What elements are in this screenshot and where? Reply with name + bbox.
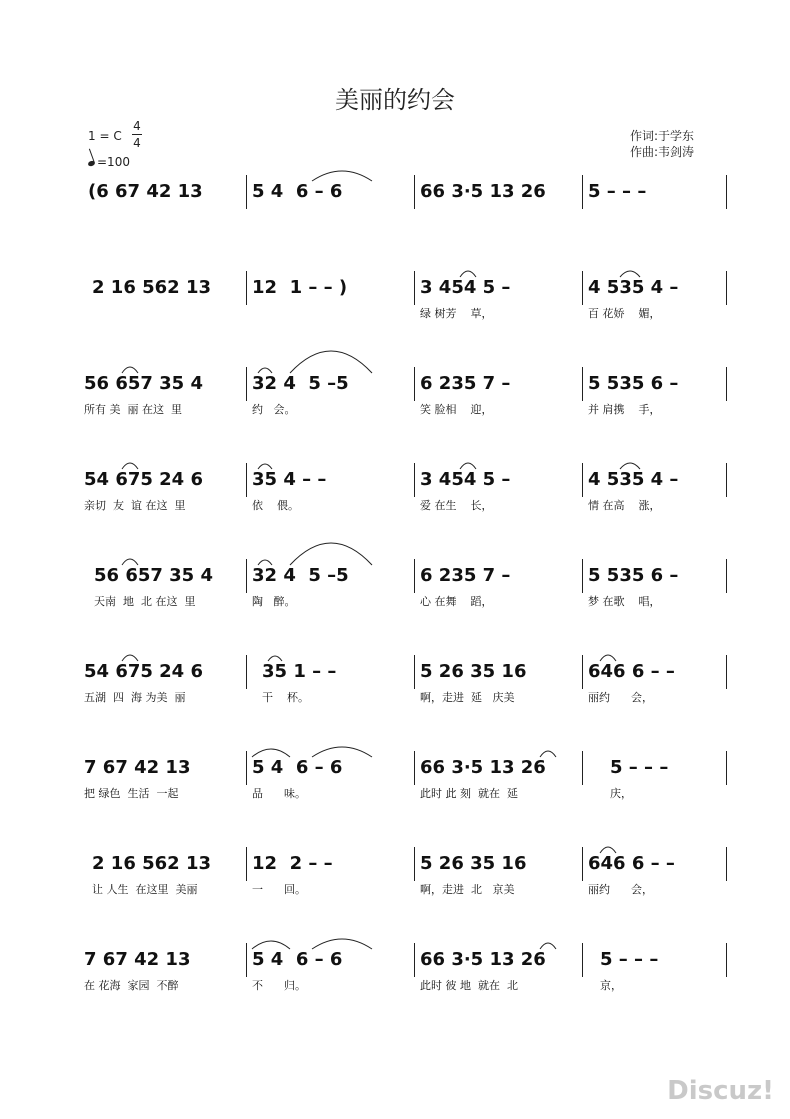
barline — [246, 847, 247, 881]
barline — [582, 655, 583, 689]
barline — [726, 943, 727, 977]
time-signature — [132, 119, 142, 150]
measure-lyrics: 庆， — [610, 787, 632, 800]
measure-notes: 2 16 562 13 — [92, 853, 211, 874]
measure-lyrics: 依 偎。 — [252, 499, 299, 512]
barline — [582, 367, 583, 401]
slur-arc — [252, 749, 290, 757]
barline — [726, 463, 727, 497]
barline — [582, 463, 583, 497]
measure-notes: 32 4 5 –5 — [252, 373, 349, 394]
measure-notes: 54 675 24 6 — [84, 661, 203, 682]
measure-notes: 35 4 – – — [252, 469, 327, 490]
measure-notes: 66 3·5 13 26 — [420, 181, 546, 202]
barline — [246, 463, 247, 497]
barline — [582, 847, 583, 881]
measure-lyrics: 干 杯。 — [262, 691, 309, 704]
measure-notes: 66 3·5 13 26 — [420, 757, 546, 778]
quarter-note-icon — [87, 160, 95, 167]
key-signature: 1 = C — [88, 129, 122, 143]
measure-notes: 3 454 5 – — [420, 469, 511, 490]
measure-lyrics: 绿 树芳 草， — [420, 307, 493, 320]
watermark-logo: Discuz! — [667, 1076, 774, 1106]
measure-notes: 32 4 5 –5 — [252, 565, 349, 586]
measure-notes: 646 6 – – — [588, 661, 675, 682]
measure-lyrics: 不 归。 — [252, 979, 306, 992]
measure-lyrics: 约 会。 — [252, 403, 296, 416]
measure-lyrics: 品 味。 — [252, 787, 306, 800]
barline — [726, 847, 727, 881]
measure-notes: 5 4 6 – 6 — [252, 949, 343, 970]
measure-notes: 7 67 42 13 — [84, 949, 191, 970]
measure-notes: 5 4 6 – 6 — [252, 181, 343, 202]
barline — [414, 559, 415, 593]
measure-notes: 6 235 7 – — [420, 373, 511, 394]
slur-arc — [290, 351, 372, 373]
measure-lyrics: 梦 在歌 唱， — [588, 595, 661, 608]
barline — [414, 463, 415, 497]
slur-arc — [252, 941, 290, 949]
measure-lyrics: 啊，走进 北 京美 — [420, 883, 515, 896]
measure-notes: 5 – – – — [610, 757, 669, 778]
barline — [726, 559, 727, 593]
measure-notes: 5 4 6 – 6 — [252, 757, 343, 778]
measure-notes: 6 235 7 – — [420, 565, 511, 586]
measure-notes: 5 535 6 – — [588, 565, 679, 586]
composer-credit: 作曲:韦剑涛 — [630, 145, 695, 159]
measure-lyrics: 此时 此 刻 就在 延 — [420, 787, 518, 800]
barline — [582, 751, 583, 785]
measure-lyrics: 笑 脸相 迎， — [420, 403, 493, 416]
barline — [246, 271, 247, 305]
measure-lyrics: 丽约 会， — [588, 691, 653, 704]
measure-lyrics: 爱 在生 长， — [420, 499, 493, 512]
measure-notes: (6 67 42 13 — [88, 181, 203, 202]
barline — [414, 655, 415, 689]
measure-notes: 3 454 5 – — [420, 277, 511, 298]
slur-arc — [290, 543, 372, 565]
measure-notes: 646 6 – – — [588, 853, 675, 874]
measure-lyrics: 丽约 会， — [588, 883, 653, 896]
measure-notes: 12 1 – – ) — [252, 277, 348, 298]
barline — [414, 271, 415, 305]
tempo-value: =100 — [97, 155, 130, 169]
measure-notes: 5 535 6 – — [588, 373, 679, 394]
barline — [582, 175, 583, 209]
barline — [246, 751, 247, 785]
measure-lyrics: 五湖 四 海 为美 丽 — [84, 691, 186, 704]
measure-lyrics: 啊，走进 延 庆美 — [420, 691, 515, 704]
barline — [414, 751, 415, 785]
measure-notes: 66 3·5 13 26 — [420, 949, 546, 970]
barline — [414, 847, 415, 881]
measure-notes: 4 535 4 – — [588, 469, 679, 490]
barline — [726, 655, 727, 689]
measure-notes: 54 675 24 6 — [84, 469, 203, 490]
lyricist-credit: 作词:于学东 — [630, 129, 695, 143]
slur-arc — [312, 171, 372, 181]
barline — [726, 751, 727, 785]
barline — [414, 175, 415, 209]
measure-lyrics: 一 回。 — [252, 883, 306, 896]
barline — [246, 559, 247, 593]
measure-lyrics: 把 绿色 生活 一起 — [84, 787, 179, 800]
measure-lyrics: 所有 美 丽 在这 里 — [84, 403, 182, 416]
measure-lyrics: 陶 醉。 — [252, 595, 296, 608]
measure-lyrics: 此时 彼 地 就在 北 — [420, 979, 518, 992]
barline — [246, 655, 247, 689]
measure-lyrics: 百 花娇 媚， — [588, 307, 661, 320]
measure-lyrics: 在 花海 家园 不醉 — [84, 979, 179, 992]
barline — [726, 175, 727, 209]
tempo-marking — [88, 155, 130, 169]
barline — [246, 367, 247, 401]
barline — [726, 367, 727, 401]
measure-notes: 5 – – – — [588, 181, 647, 202]
measure-notes: 5 26 35 16 — [420, 661, 527, 682]
measure-lyrics: 情 在高 涨， — [588, 499, 661, 512]
measure-notes: 56 657 35 4 — [84, 373, 203, 394]
fraction-line — [132, 134, 142, 135]
measure-notes: 35 1 – – — [262, 661, 337, 682]
measure-lyrics: 京， — [600, 979, 622, 992]
measure-notes: 5 26 35 16 — [420, 853, 527, 874]
measure-lyrics: 并 肩携 手， — [588, 403, 661, 416]
time-signature-top: 4 — [133, 119, 141, 133]
barline — [246, 943, 247, 977]
measure-lyrics: 心 在舞 蹈， — [420, 595, 493, 608]
barline — [582, 943, 583, 977]
slur-arc — [312, 747, 372, 757]
time-signature-bottom: 4 — [133, 136, 141, 150]
measure-notes: 2 16 562 13 — [92, 277, 211, 298]
measure-notes: 56 657 35 4 — [94, 565, 213, 586]
credits — [630, 128, 694, 160]
measure-notes: 4 535 4 – — [588, 277, 679, 298]
barline — [726, 271, 727, 305]
barline — [246, 175, 247, 209]
barline — [414, 943, 415, 977]
measure-notes: 12 2 – – — [252, 853, 333, 874]
measure-lyrics: 亲切 友 谊 在这 里 — [84, 499, 186, 512]
barline — [582, 559, 583, 593]
barline — [414, 367, 415, 401]
slur-arc — [312, 939, 372, 949]
measure-lyrics: 让 人生 在这里 美丽 — [92, 883, 198, 896]
measure-lyrics: 天南 地 北 在这 里 — [94, 595, 196, 608]
measure-notes: 5 – – – — [600, 949, 659, 970]
measure-notes: 7 67 42 13 — [84, 757, 191, 778]
barline — [582, 271, 583, 305]
song-title: 美丽的约会 — [335, 86, 455, 114]
